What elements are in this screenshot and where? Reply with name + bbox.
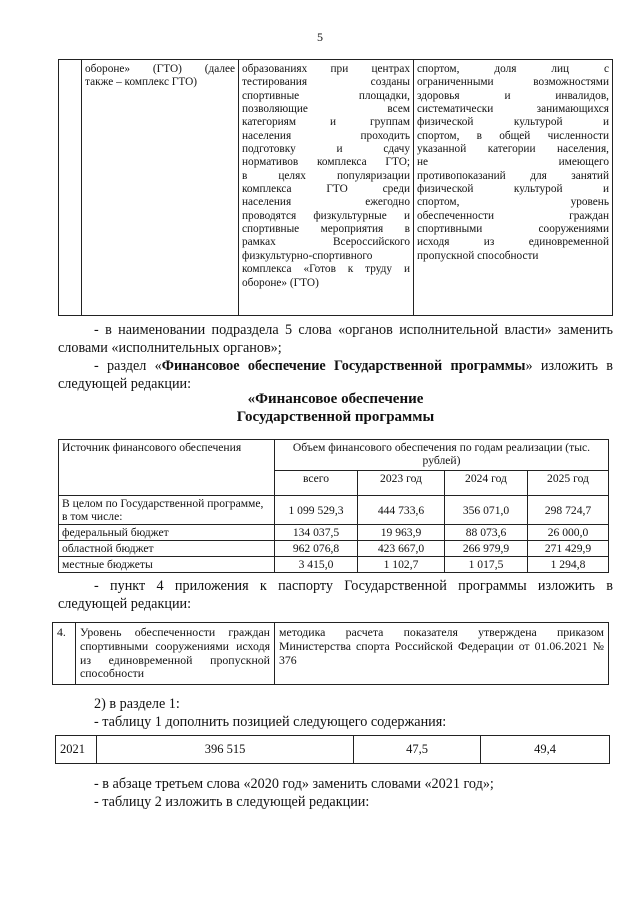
cell-value: 298 724,7 bbox=[528, 496, 609, 525]
cell-line: позволяющие всем bbox=[242, 103, 410, 116]
row-label: местные бюджеты bbox=[59, 557, 275, 573]
cell-value: 19 963,9 bbox=[358, 525, 445, 541]
cell-line: спортивными сооружениями bbox=[417, 223, 609, 236]
table-row bbox=[59, 60, 613, 316]
row-label: В целом по Государственной программе, в том числе: bbox=[59, 496, 275, 525]
cell-line: спортом, уровень bbox=[417, 196, 609, 209]
financing-table bbox=[58, 439, 609, 573]
table-cell-measures bbox=[239, 60, 414, 316]
cell-line: физической культурой и bbox=[417, 116, 609, 129]
table-header-row bbox=[59, 440, 609, 471]
table-row bbox=[59, 557, 609, 573]
cell-line: указанной категории населения, bbox=[417, 143, 609, 156]
paragraph-table1-add: - таблицу 1 дополнить позицией следующего содержания: bbox=[94, 714, 447, 730]
cell-line: проводятся физкультурные и bbox=[242, 209, 410, 222]
cell-line: также – комплекс ГТО) bbox=[85, 76, 197, 89]
cell-value: 1 294,8 bbox=[528, 557, 609, 573]
table-row bbox=[59, 541, 609, 557]
cell-line: не имеющего bbox=[417, 156, 609, 169]
text-bold: Финансовое обеспечение Государственной программы bbox=[161, 358, 526, 374]
cell-value: 134 037,5 bbox=[275, 525, 358, 541]
cell-line: систематически занимающихся bbox=[417, 103, 609, 116]
cell-line: образованиях при центрах bbox=[242, 63, 410, 75]
text-prefix: - раздел « bbox=[94, 358, 162, 374]
table-row bbox=[53, 623, 609, 685]
row-label: федеральный бюджет bbox=[59, 525, 275, 541]
indicators-table-continuation bbox=[58, 59, 613, 316]
cell-line: нормативов комплекса ГТО; bbox=[242, 156, 410, 169]
table-row bbox=[59, 525, 609, 541]
cell-line: тестирования созданы bbox=[242, 76, 410, 89]
cell-year: 2021 bbox=[56, 736, 97, 764]
cell-value: 49,4 bbox=[481, 736, 610, 764]
cell-line: противопоказаний для занятий bbox=[417, 169, 609, 182]
cell-lines bbox=[85, 63, 235, 90]
table-cell-empty bbox=[59, 60, 82, 316]
section-heading-line2: Государственной программы bbox=[236, 409, 435, 425]
paragraph-subsection-rename: - в наименовании подраздела 5 слова «органов исполнительной власти» заменить словами «исполнительных органов»; bbox=[58, 322, 613, 356]
indicator-method: методика расчета показателя утверждена приказом Министерства спорта Российской Федерации от 01.06.2021 № 376 bbox=[275, 623, 609, 685]
cell-value: 3 415,0 bbox=[275, 557, 358, 573]
cell-line: комплекса ГТО среди bbox=[242, 183, 410, 196]
cell-line: обороне» (ГТО) (далее bbox=[85, 63, 235, 75]
cell-value: 26 000,0 bbox=[528, 525, 609, 541]
cell-line: населения ежегодно bbox=[242, 196, 410, 209]
cell-value: 396 515 bbox=[97, 736, 354, 764]
paragraph-section-replace bbox=[58, 357, 613, 393]
cell-line: пропускной способности bbox=[417, 249, 539, 262]
cell-line: населения проходить bbox=[242, 129, 410, 142]
column-header: 2024 год bbox=[445, 471, 528, 496]
section-heading-line1: «Финансовое обеспечение bbox=[247, 391, 424, 407]
table-cell-name bbox=[82, 60, 239, 316]
paragraph-replace-years: - в абзаце третьем слова «2020 год» заменить словами «2021 год»; bbox=[94, 776, 494, 792]
cell-line: обеспеченности граждан bbox=[417, 209, 609, 222]
cell-line: спортом, в общей численности bbox=[417, 129, 609, 142]
cell-line: подготовку и сдачу bbox=[242, 143, 410, 156]
cell-value: 1 017,5 bbox=[445, 557, 528, 573]
cell-value: 266 979,9 bbox=[445, 541, 528, 557]
row-label: областной бюджет bbox=[59, 541, 275, 557]
source-header: Источник финансового обеспечения bbox=[59, 440, 275, 496]
cell-line: спортивные мероприятия в bbox=[242, 223, 410, 236]
cell-lines bbox=[242, 63, 410, 290]
table1-new-row bbox=[55, 735, 610, 764]
row-number: 4. bbox=[53, 623, 76, 685]
column-header: 2025 год bbox=[528, 471, 609, 496]
cell-line: физической культурой и bbox=[417, 183, 609, 196]
cell-line: рамках Всероссийского bbox=[242, 236, 410, 249]
cell-line: спортивные площадки, bbox=[242, 89, 410, 102]
volume-header: Объем финансового обеспечения по годам реализации (тыс. рублей) bbox=[275, 440, 609, 471]
cell-value: 444 733,6 bbox=[358, 496, 445, 525]
cell-value: 271 429,9 bbox=[528, 541, 609, 557]
table-row bbox=[59, 496, 609, 525]
cell-value: 423 667,0 bbox=[358, 541, 445, 557]
cell-value: 47,5 bbox=[354, 736, 481, 764]
table-cell-results bbox=[414, 60, 613, 316]
table-row bbox=[56, 736, 610, 764]
cell-value: 88 073,6 bbox=[445, 525, 528, 541]
cell-line: ограниченными возможностями bbox=[417, 76, 609, 89]
page-number: 5 bbox=[317, 30, 323, 44]
paragraph-table2-replace: - таблицу 2 изложить в следующей редакции: bbox=[94, 794, 370, 810]
column-header: 2023 год bbox=[358, 471, 445, 496]
cell-value: 962 076,8 bbox=[275, 541, 358, 557]
text-suffix: » изложить в следующей редакции: bbox=[58, 358, 614, 392]
column-header: всего bbox=[275, 471, 358, 496]
cell-line: комплекса «Готов к труду и bbox=[242, 263, 410, 276]
cell-line: спортом, доля лиц с bbox=[417, 63, 609, 75]
cell-line: физкультурно-спортивного bbox=[242, 249, 373, 262]
indicator-name: Уровень обеспеченности граждан спортивными сооружениями исходя из единовременной пропускной способности bbox=[76, 623, 275, 685]
cell-line: исходя из единовременной bbox=[417, 236, 609, 249]
paragraph-section1: 2) в разделе 1: bbox=[94, 696, 180, 712]
cell-line: в целях популяризации bbox=[242, 169, 410, 182]
passport-point4-table bbox=[52, 622, 609, 685]
cell-value: 1 102,7 bbox=[358, 557, 445, 573]
cell-line: здоровья и инвалидов, bbox=[417, 89, 609, 102]
cell-line: обороне» (ГТО) bbox=[242, 276, 319, 289]
cell-line: категориям и группам bbox=[242, 116, 410, 129]
section-heading bbox=[58, 390, 613, 426]
paragraph-point4-replace: - пункт 4 приложения к паспорту Государственной программы изложить в следующей редакции: bbox=[58, 578, 613, 612]
cell-lines bbox=[417, 63, 609, 263]
cell-value: 1 099 529,3 bbox=[275, 496, 358, 525]
cell-value: 356 071,0 bbox=[445, 496, 528, 525]
